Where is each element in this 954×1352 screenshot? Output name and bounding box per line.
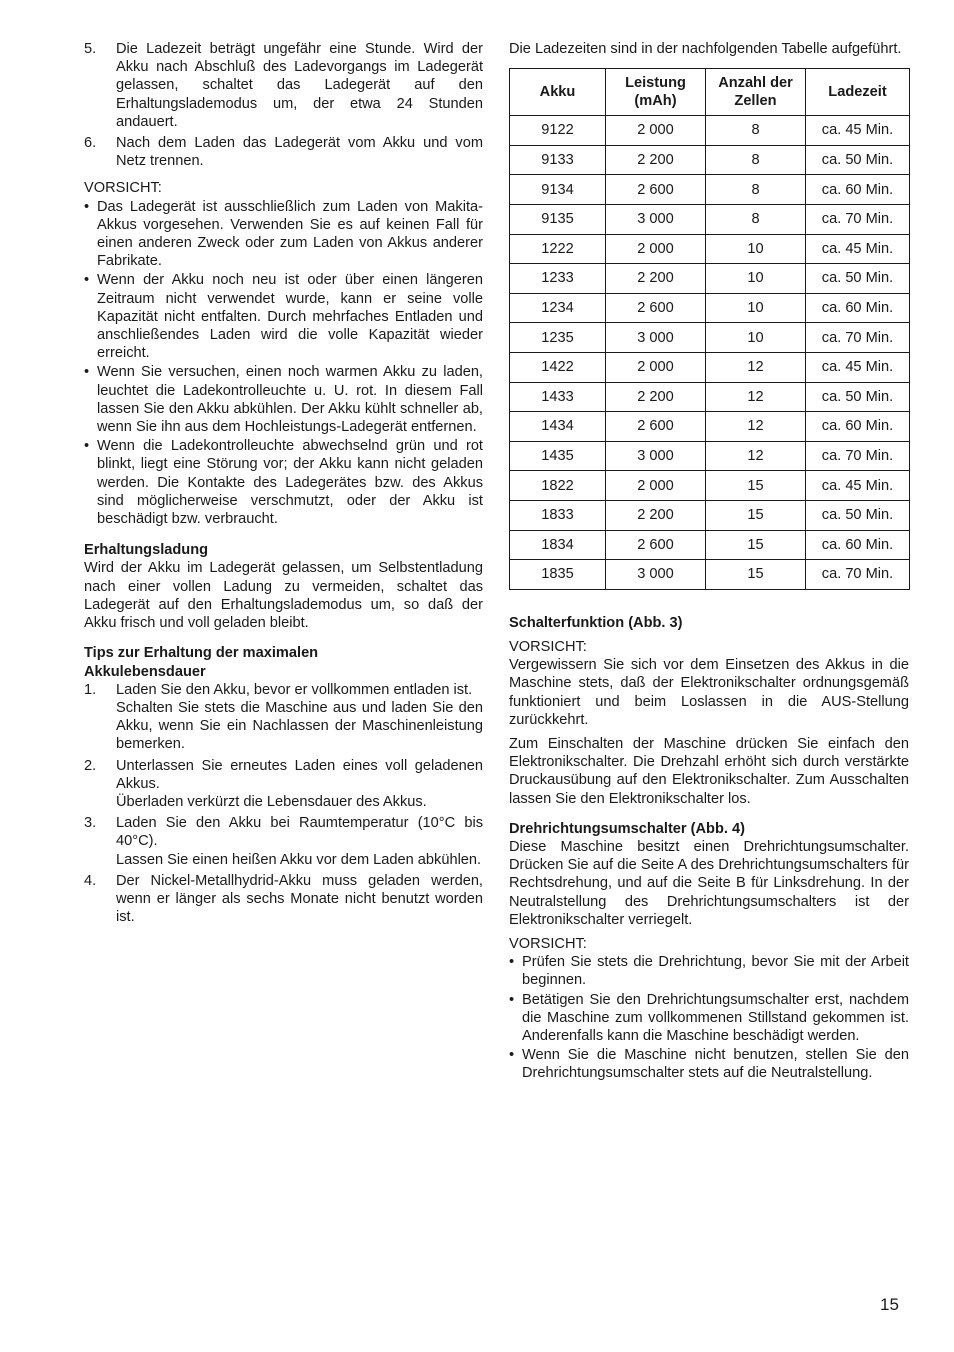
cell-akku: 1822 <box>510 471 606 501</box>
table-row <box>510 352 910 382</box>
column-header-leistung: Leistung (mAh) <box>606 69 706 116</box>
caution-bullet <box>84 198 483 271</box>
table-body <box>510 116 910 590</box>
cell-leistung: 2 600 <box>606 175 706 205</box>
spacer <box>509 808 909 820</box>
cell-akku: 9122 <box>510 116 606 146</box>
caution-bullet <box>509 1046 909 1082</box>
cell-zellen: 8 <box>706 204 806 234</box>
cell-ladezeit: ca. 70 Min. <box>806 204 910 234</box>
column-header-zellen: Anzahl der Zellen <box>706 69 806 116</box>
cell-ladezeit: ca. 45 Min. <box>806 116 910 146</box>
cell-leistung: 2 000 <box>606 352 706 382</box>
cell-zellen: 10 <box>706 323 806 353</box>
cell-leistung: 3 000 <box>606 441 706 471</box>
spacer <box>509 590 909 614</box>
table-row <box>510 471 910 501</box>
cell-zellen: 12 <box>706 352 806 382</box>
table-row <box>510 293 910 323</box>
cell-akku: 1433 <box>510 382 606 412</box>
bullet-icon: • <box>84 272 90 289</box>
caution-bullet <box>84 363 483 436</box>
charging-time-table <box>509 68 910 590</box>
cell-ladezeit: ca. 50 Min. <box>806 382 910 412</box>
cell-akku: 1234 <box>510 293 606 323</box>
cell-akku: 1833 <box>510 500 606 530</box>
cell-leistung: 2 600 <box>606 293 706 323</box>
item-text: Die Ladezeit beträgt ungefähr eine Stunde. Wird der Akku nach Abschluß des Ladevorgangs im Ladegerät gelassen, schaltet das Ladegerät auf den Erhaltungslademodus um, der etwa 24 Stunden andauert. <box>116 41 483 130</box>
table-row <box>510 560 910 590</box>
item-text: Der Nickel-Metallhydrid-Akku muss geladen werden, wenn er länger als sechs Monate nicht benutzt worden ist. <box>116 872 483 926</box>
caution-bullet <box>509 991 909 1046</box>
item-number: 5. <box>84 41 97 57</box>
reverse-caution-label: VORSICHT: <box>509 935 587 952</box>
cell-ladezeit: ca. 70 Min. <box>806 560 910 590</box>
list-item <box>84 814 483 869</box>
table-row <box>510 264 910 294</box>
item-text: Überladen verkürzt die Lebensdauer des Akkus. <box>116 793 427 810</box>
switch-caution-label: VORSICHT: <box>509 638 587 655</box>
cell-leistung: 3 000 <box>606 204 706 234</box>
cell-ladezeit: ca. 45 Min. <box>806 234 910 264</box>
switch-text: Zum Einschalten der Maschine drücken Sie einfach den Elektronikschalter. Die Drehzahl erhöht sich durch verstärkte Druckausübung auf den Elektronikschalter. Zum Ausschalten lassen Sie den Elektronikschalter los. <box>509 735 909 807</box>
reverse-text: Diese Maschine besitzt einen Drehrichtungsumschalter. Drücken Sie auf die Seite A des Drehrichtungsumschalters für Rechtsdrehung, und auf die Seite B für Linksdrehung. In der Neutralstellung des Drehrichtungsumschalters ist der Elektronikschalter verriegelt. <box>509 838 909 928</box>
cell-akku: 1835 <box>510 560 606 590</box>
cell-leistung: 2 000 <box>606 116 706 146</box>
cell-ladezeit: ca. 60 Min. <box>806 175 910 205</box>
cell-akku: 1434 <box>510 412 606 442</box>
caution-bullet <box>84 271 483 362</box>
item-text: Schalten Sie stets die Maschine aus und laden Sie den Akku, wenn Sie ein Nachlassen der Maschinenleistung bemerken. <box>116 699 483 753</box>
bullet-icon: • <box>84 438 90 455</box>
cell-leistung: 3 000 <box>606 560 706 590</box>
cell-akku: 1422 <box>510 352 606 382</box>
cell-zellen: 10 <box>706 293 806 323</box>
cell-zellen: 8 <box>706 145 806 175</box>
cell-zellen: 12 <box>706 441 806 471</box>
table-row <box>510 382 910 412</box>
list-item <box>84 681 483 754</box>
bullet-text: Wenn die Ladekontrolleuchte abwechselnd grün und rot blinkt, liegt eine Störung vor; der Akku kann nicht geladen werden. Die Kontakte des Ladegerätes bzw. des Akkus sind möglicherweise verschmutzt, oder der Akku ist beschädigt bzw. verbraucht. <box>97 438 483 528</box>
bullet-icon: • <box>509 954 515 971</box>
cell-ladezeit: ca. 60 Min. <box>806 293 910 323</box>
cell-akku: 1435 <box>510 441 606 471</box>
maintenance-text: Wird der Akku im Ladegerät gelassen, um Selbstentladung nach einer vollen Ladung zu vermeiden, schaltet das Ladegerät auf den Erhaltungslademodus um, so daß der Akku frisch und voll geladen bleibt. <box>84 560 483 632</box>
bullet-text: Prüfen Sie stets die Drehrichtung, bevor Sie mit der Arbeit beginnen. <box>522 954 909 989</box>
cell-akku: 9135 <box>510 204 606 234</box>
bullet-icon: • <box>84 364 90 381</box>
item-text: Laden Sie den Akku, bevor er vollkommen entladen ist. <box>116 681 473 698</box>
cell-akku: 1235 <box>510 323 606 353</box>
table-row <box>510 530 910 560</box>
caution-bullet <box>84 437 483 528</box>
cell-zellen: 10 <box>706 234 806 264</box>
cell-leistung: 2 600 <box>606 412 706 442</box>
cell-zellen: 15 <box>706 500 806 530</box>
item-number: 2. <box>84 757 97 774</box>
cell-leistung: 2 200 <box>606 500 706 530</box>
cell-leistung: 2 200 <box>606 145 706 175</box>
cell-zellen: 15 <box>706 560 806 590</box>
section-heading-maintenance: Erhaltungsladung <box>84 542 209 559</box>
cell-leistung: 2 200 <box>606 382 706 412</box>
bullet-text: Wenn Sie versuchen, einen noch warmen Akku zu laden, leuchtet die Ladekontrolleuchte u. U. rot. In diesem Fall lassen Sie den Akku abkühlen. Der Akku kühlt schneller ab, wenn Sie ihn aus dem Hochleistungs-Ladegerät entfernen. <box>97 364 483 436</box>
list-item <box>84 872 483 927</box>
caution-label: VORSICHT: <box>84 180 162 197</box>
bullet-text: Betätigen Sie den Drehrichtungsumschalter erst, nachdem die Maschine zum vollkommenen Stillstand gekommen ist. Anderenfalls kann die Maschine beschädigt werden. <box>522 991 909 1044</box>
table-row <box>510 500 910 530</box>
item-number: 4. <box>84 872 97 889</box>
section-heading-reverse: Drehrichtungsumschalter (Abb. 4) <box>509 820 745 837</box>
cell-ladezeit: ca. 60 Min. <box>806 530 910 560</box>
cell-akku: 1834 <box>510 530 606 560</box>
switch-caution-text: Vergewissern Sie sich vor dem Einsetzen des Akkus in die Maschine stets, daß der Elektronikschalter ordnungsgemäß funktioniert und beim Loslassen in die AUS-Stellung zurückkehrt. <box>509 657 909 728</box>
right-column <box>509 40 909 1084</box>
cell-zellen: 8 <box>706 116 806 146</box>
list-item <box>84 40 483 131</box>
cell-leistung: 2 000 <box>606 471 706 501</box>
bullet-text: Das Ladegerät ist ausschließlich zum Laden von Makita-Akkus vorgesehen. Verwenden Sie es auf keinen Fall für einen anderen Zweck oder zum Laden von Akkus anderer Fabrikate. <box>97 198 483 270</box>
cell-leistung: 3 000 <box>606 323 706 353</box>
cell-zellen: 10 <box>706 264 806 294</box>
spacer <box>84 529 483 541</box>
cell-zellen: 15 <box>706 471 806 501</box>
item-text: Laden Sie den Akku bei Raumtemperatur (10°C bis 40°C). <box>116 815 483 850</box>
cell-ladezeit: ca. 60 Min. <box>806 412 910 442</box>
left-column <box>84 40 483 929</box>
item-text: Lassen Sie einen heißen Akku vor dem Laden abkühlen. <box>116 851 482 868</box>
table-row <box>510 145 910 175</box>
cell-ladezeit: ca. 70 Min. <box>806 323 910 353</box>
list-item <box>84 134 483 170</box>
section-heading-tips <box>84 644 483 680</box>
bullet-icon: • <box>509 1047 515 1064</box>
item-number: 1. <box>84 681 97 698</box>
cell-ladezeit: ca. 70 Min. <box>806 441 910 471</box>
table-row <box>510 175 910 205</box>
table-row <box>510 323 910 353</box>
spacer <box>84 632 483 644</box>
list-item <box>84 757 483 812</box>
item-number: 3. <box>84 815 97 832</box>
cell-zellen: 12 <box>706 382 806 412</box>
tips-heading-line-2: Akkulebensdauer <box>84 663 206 680</box>
cell-ladezeit: ca. 50 Min. <box>806 500 910 530</box>
table-row <box>510 116 910 146</box>
cell-akku: 9134 <box>510 175 606 205</box>
table-row <box>510 204 910 234</box>
cell-ladezeit: ca. 45 Min. <box>806 352 910 382</box>
caution-bullet <box>509 953 909 989</box>
bullet-text: Wenn Sie die Maschine nicht benutzen, stellen Sie den Drehrichtungsumschalter stets auf die Neutralstellung. <box>522 1047 909 1082</box>
item-text: Unterlassen Sie erneutes Laden eines voll geladenen Akkus. <box>116 757 483 792</box>
cell-akku: 1222 <box>510 234 606 264</box>
table-row <box>510 412 910 442</box>
cell-ladezeit: ca. 45 Min. <box>806 471 910 501</box>
cell-leistung: 2 000 <box>606 234 706 264</box>
item-number: 6. <box>84 135 97 152</box>
item-text: Nach dem Laden das Ladegerät vom Akku und vom Netz trennen. <box>116 135 483 170</box>
cell-ladezeit: ca. 50 Min. <box>806 145 910 175</box>
bullet-icon: • <box>509 991 515 1008</box>
bullet-text: Wenn der Akku noch neu ist oder über einen längeren Zeitraum nicht verwendet wurde, kann er seine volle Kapazität nicht entfalten. Durch mehrfaches Entladen und anschließendes Laden wird die volle Kapazität wieder erreicht. <box>97 272 483 362</box>
page-number: 15 <box>880 1295 899 1314</box>
cell-ladezeit: ca. 50 Min. <box>806 264 910 294</box>
tips-heading-line-1: Tips zur Erhaltung der maximalen <box>84 645 319 662</box>
cell-leistung: 2 600 <box>606 530 706 560</box>
cell-zellen: 8 <box>706 175 806 205</box>
column-header-akku: Akku <box>510 69 606 116</box>
cell-zellen: 15 <box>706 530 806 560</box>
table-row <box>510 441 910 471</box>
bullet-icon: • <box>84 198 90 215</box>
cell-zellen: 12 <box>706 412 806 442</box>
cell-akku: 1233 <box>510 264 606 294</box>
section-heading-switch: Schalterfunktion (Abb. 3) <box>509 614 683 631</box>
table-row <box>510 234 910 264</box>
table-header-row <box>510 69 910 116</box>
cell-akku: 9133 <box>510 145 606 175</box>
cell-leistung: 2 200 <box>606 264 706 294</box>
column-header-ladezeit: Ladezeit <box>806 69 910 116</box>
table-intro: Die Ladezeiten sind in der nachfolgenden Tabelle aufgeführt. <box>509 41 902 57</box>
